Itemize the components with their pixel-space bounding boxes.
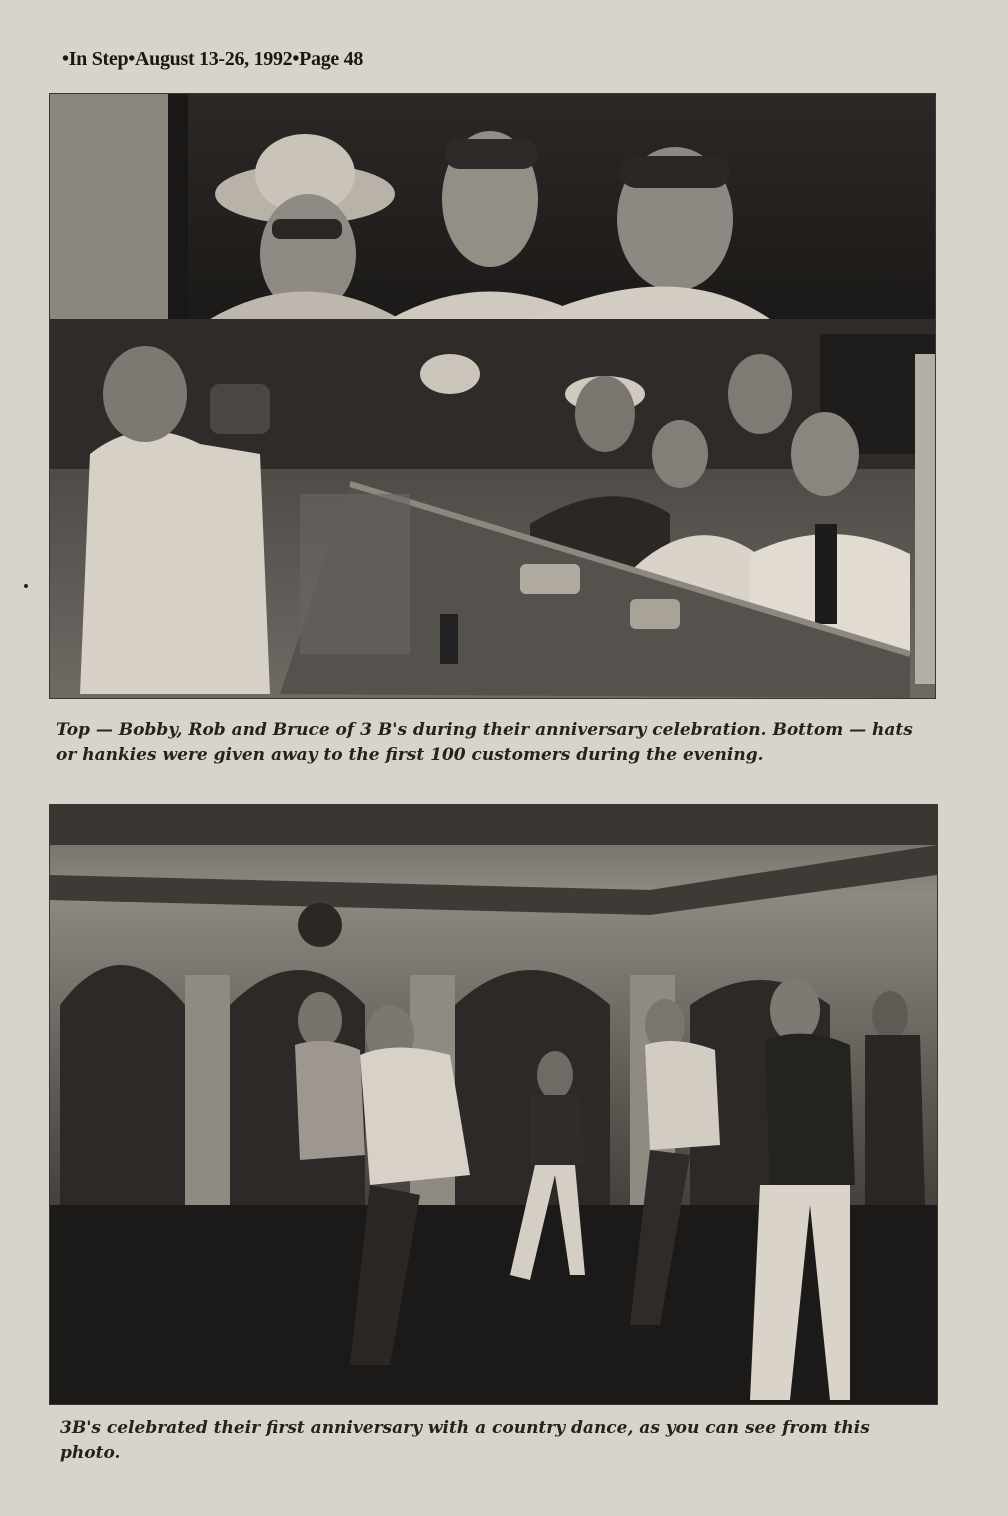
top-photo-caption: Top — Bobby, Rob and Bruce of 3 B's during their anniversary celebration. Bottom — hats or hankies were given away to the first 100 customers during the evening. [56,720,913,765]
top-photo [50,94,935,698]
bottom-photo-image [50,805,937,1404]
top-photo-image [50,94,935,698]
ink-speck [24,584,28,588]
bottom-photo-caption: 3B's celebrated their first anniversary with a country dance, as you can see from this photo. [60,1418,870,1463]
bottom-photo [50,805,937,1404]
page-header: •In Step•August 13-26, 1992•Page 48 [62,48,364,70]
